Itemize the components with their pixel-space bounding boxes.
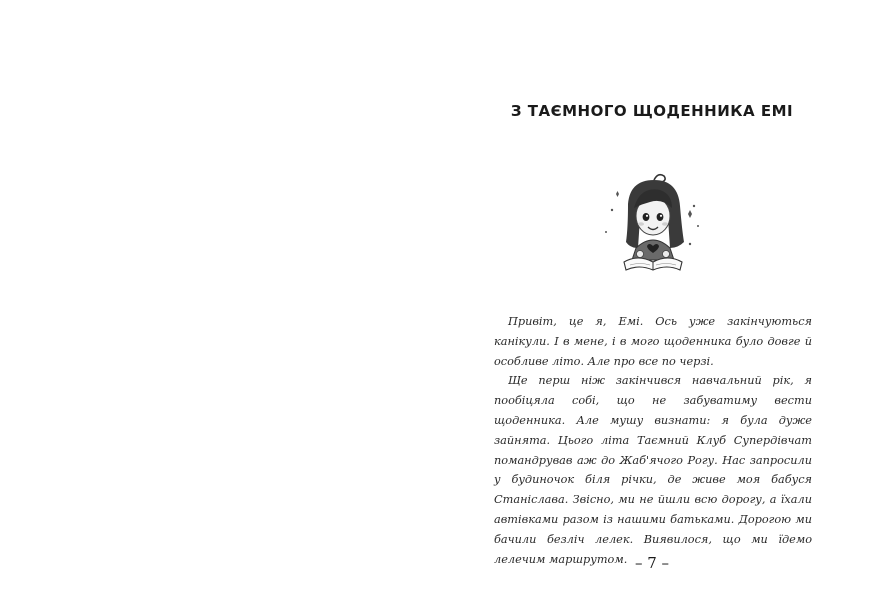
paragraph-2: Ще перш ніж закінчився навчальний рік, я пообіцяла собі, що не забуватиму вести щоденника. Але мушу визнати: я була дуже зайнята. Цього літа Таємний Клуб Супердівчат помандрував аж до Жаб'ячого Рогу. Нас запросили у будиночок біля річки, де живе моя бабуся Станіслава. Звісно, ми не йшли всю дорогу, а їхали автівками разом із нашими батьками. Дорогою ми бачили безліч лелек. Виявилося, що ми їдемо лелечим маршрутом. — [494, 374, 812, 566]
diary-text — [494, 312, 812, 569]
page-number: – 7 – — [634, 554, 670, 572]
paragraph-1: Привіт, це я, Емі. Ось уже закінчуються канікули. І в мене, і в мого щоденника було довге й особливе літо. Але про все по черзі. — [494, 315, 812, 368]
girl-reading-diary-icon — [598, 170, 706, 272]
chapter-title: З ТАЄМНОГО ЩОДЕННИКА ЕМІ — [510, 102, 794, 120]
